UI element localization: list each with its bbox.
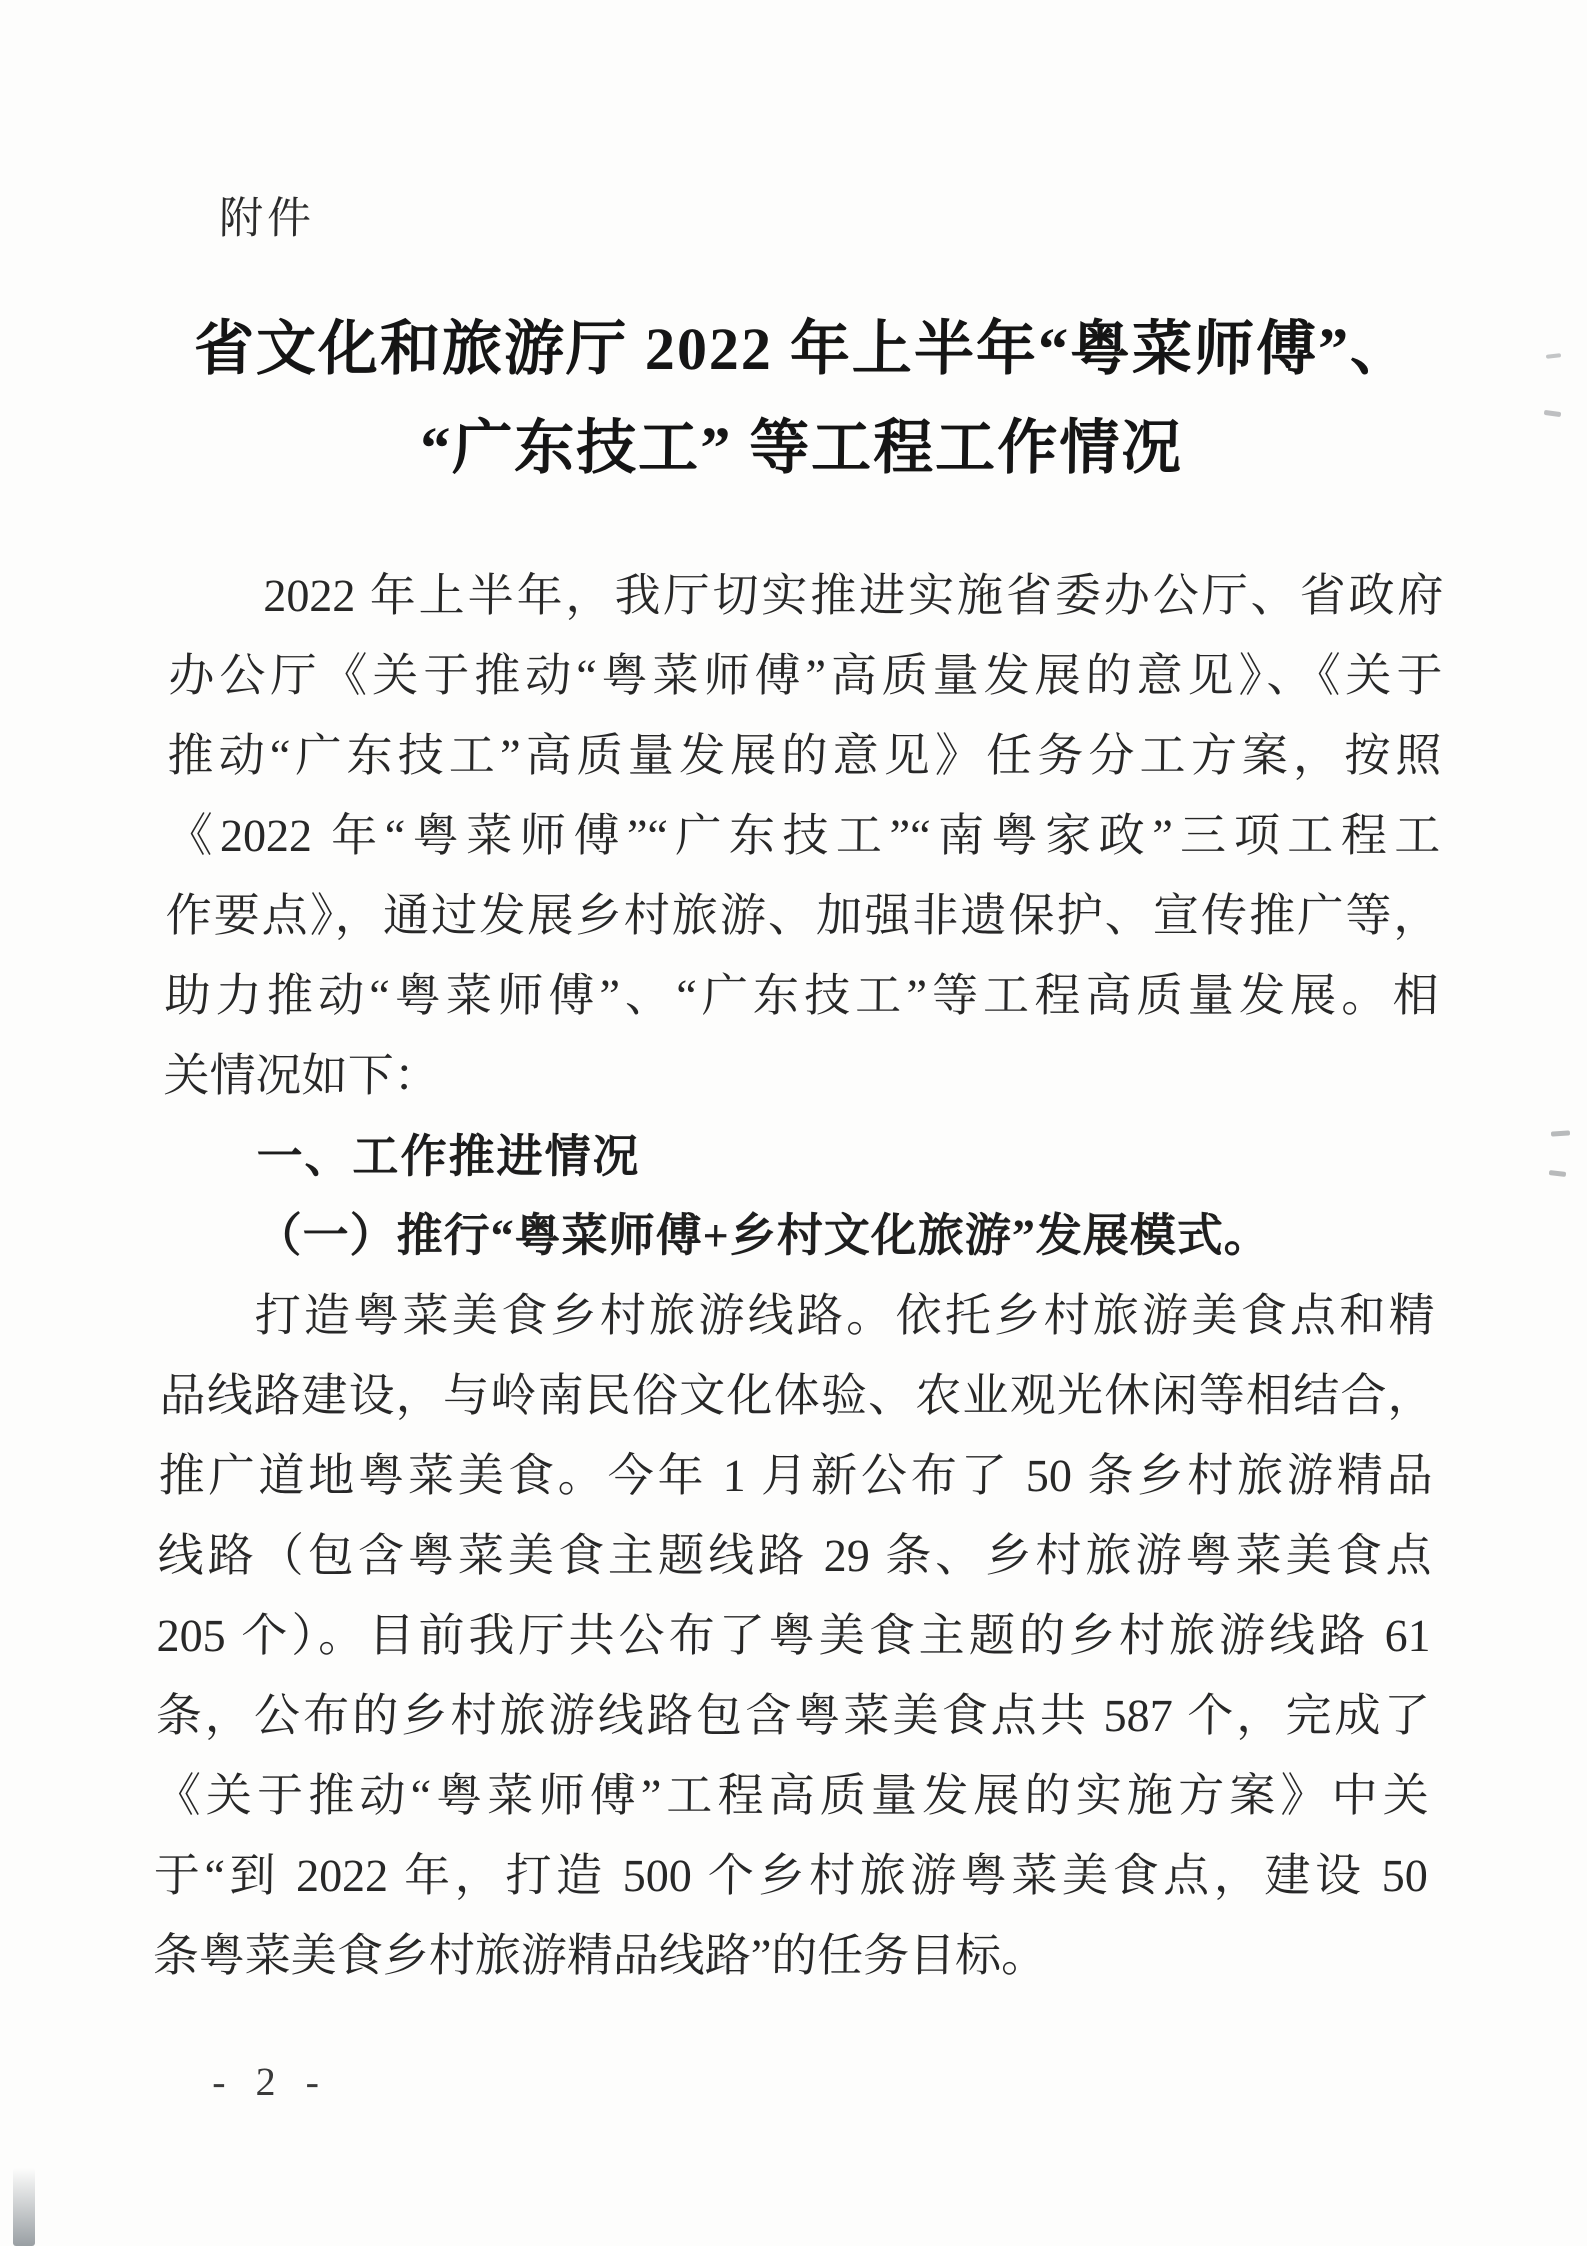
body-line: 205 个）。目前我厅共公布了粤美食主题的乡村旅游线路 61 (156, 1610, 1432, 1661)
document-title (128, 300, 1477, 498)
section-heading: 一、工作推进情况 (256, 1130, 641, 1182)
body-line: 打造粤菜美食乡村旅游线路。依托乡村旅游美食点和精 (254, 1290, 1435, 1341)
scanner-shadow-artifact (13, 2168, 35, 2246)
body-line: 条粤菜美食乡村旅游精品线路”的任务目标。 (152, 1930, 1048, 1981)
body-line: 推动“广东技工”高质量发展的意见》任务分工方案，按照 (167, 730, 1442, 781)
document-title-line2: “广东技工” 等工程工作情况 (419, 415, 1184, 481)
body-line: 品线路建设，与岭南民俗文化体验、农业观光休闲等相结合， (159, 1370, 1434, 1421)
body-line: 《关于推动“粤菜师傅”工程高质量发展的实施方案》中关 (154, 1770, 1430, 1821)
attachment-label: 附件 (218, 194, 316, 243)
document-title-line1: 省文化和旅游厅 2022 年上半年“粤菜师傅”、 (193, 316, 1413, 382)
document-body (152, 556, 1444, 1996)
body-line: 推广道地粤菜美食。今年 1 月新公布了 50 条乡村旅游精品 (158, 1450, 1434, 1501)
body-line: 关情况如下： (163, 1050, 440, 1101)
body-line: 办公厅《关于推动“粤菜师傅”高质量发展的意见》、《关于 (168, 650, 1443, 701)
body-line: 作要点》，通过发展乡村旅游、加强非遗保护、宣传推广等， (165, 890, 1440, 941)
body-line: 助力推动“粤菜师傅”、“广东技工”等工程高质量发展。相 (164, 970, 1439, 1021)
body-line: 线路（包含粤菜美食主题线路 29 条、乡村旅游粤菜美食点 (157, 1530, 1433, 1581)
sub-heading: （一）推行“粤菜师傅+乡村文化旅游”发展模式。 (255, 1210, 1272, 1261)
body-line: 条，公布的乡村旅游线路包含粤菜美食点共 587 个，完成了 (155, 1690, 1431, 1741)
body-line: 2022 年上半年，我厅切实推进实施省委办公厅、省政府 (263, 570, 1444, 621)
page-number: - 2 - (212, 2059, 330, 2104)
body-line: 于“到 2022 年，打造 500 个乡村旅游粤菜美食点，建设 50 (153, 1850, 1429, 1901)
body-line: 《2022 年“粤菜师傅”“广东技工”“南粤家政”三项工程工 (166, 810, 1441, 861)
